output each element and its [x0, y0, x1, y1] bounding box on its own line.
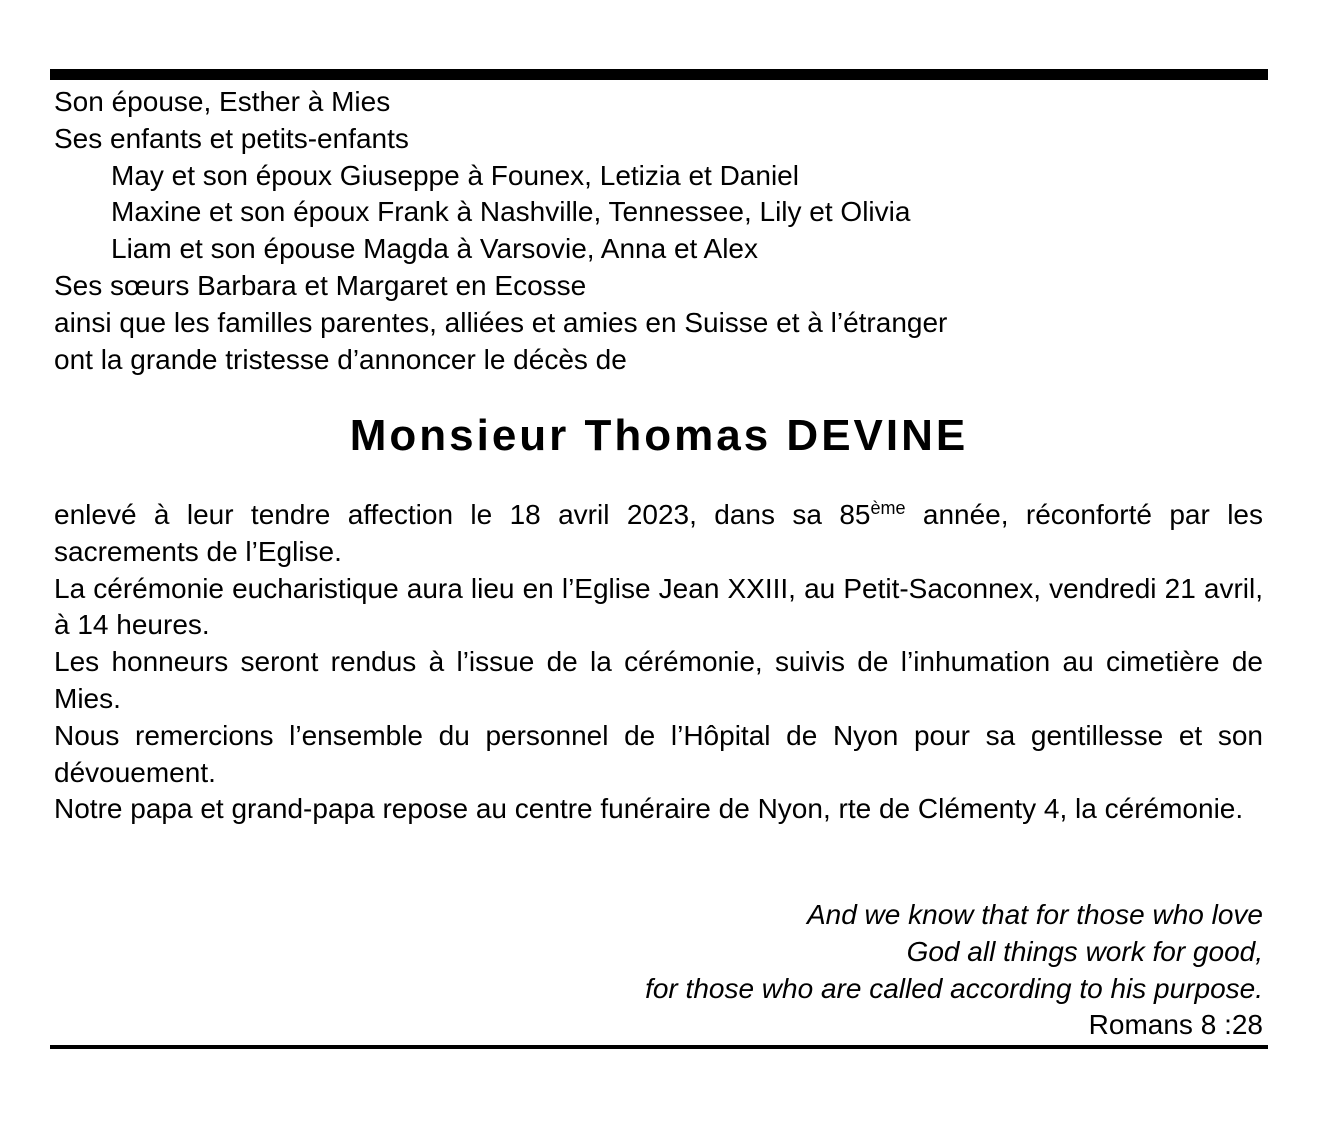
death-paragraph	[54, 497, 1263, 571]
death-text-end: année, réconforté par les sacrements de l’Eglise.	[54, 499, 1263, 567]
spouse-line: Son épouse, Esther à Mies	[54, 86, 391, 117]
burial-paragraph: Les honneurs seront rendus à l’issue de la cérémonie, suivis de l’inhumation au cimetière de Mies.	[54, 646, 1263, 714]
family-list	[54, 84, 1264, 378]
verse-line: for those who are called according to his purpose.	[645, 972, 1263, 1004]
death-text-start: enlevé à leur tendre affection le 18 avril 2023, dans sa 85	[54, 499, 871, 530]
notice-body	[54, 497, 1263, 828]
deceased-name: Monsieur Thomas DEVINE	[349, 411, 969, 460]
child-line: Maxine et son époux Frank à Nashville, Tennessee, Lily et Olivia	[111, 196, 911, 228]
verse-reference: Romans 8 :28	[1088, 1009, 1263, 1041]
child-line: May et son époux Giuseppe à Founex, Letizia et Daniel	[111, 159, 799, 191]
verse-line: And we know that for those who love	[806, 899, 1263, 930]
top-rule	[50, 69, 1268, 80]
bottom-rule	[50, 1045, 1268, 1049]
children-heading: Ses enfants et petits-enfants	[54, 122, 409, 154]
rest-location-paragraph: Notre papa et grand-papa repose au centre funéraire de Nyon, rte de Clémenty 4, la cérémonie.	[54, 793, 1244, 825]
ordinal-suffix: ème	[870, 498, 906, 518]
ceremony-paragraph: La cérémonie eucharistique aura lieu en l’Eglise Jean XXIII, au Petit-Saconnex, vendredi 21 avril, à 14 heures.	[54, 572, 1263, 641]
verse-line: God all things work for good,	[906, 935, 1263, 967]
announce-line: ont la grande tristesse d’annoncer le décès de	[54, 343, 627, 375]
sisters-line: Ses sœurs Barbara et Margaret en Ecosse	[54, 269, 587, 301]
child-line: Liam et son épouse Magda à Varsovie, Anna et Alex	[111, 233, 759, 265]
relatives-line: ainsi que les familles parentes, alliées et amies en Suisse et à l’étranger	[54, 306, 948, 338]
bible-verse	[363, 897, 1263, 1044]
thanks-paragraph: Nous remercions l’ensemble du personnel de l’Hôpital de Nyon pour sa gentillesse et son dévouement.	[54, 719, 1263, 788]
